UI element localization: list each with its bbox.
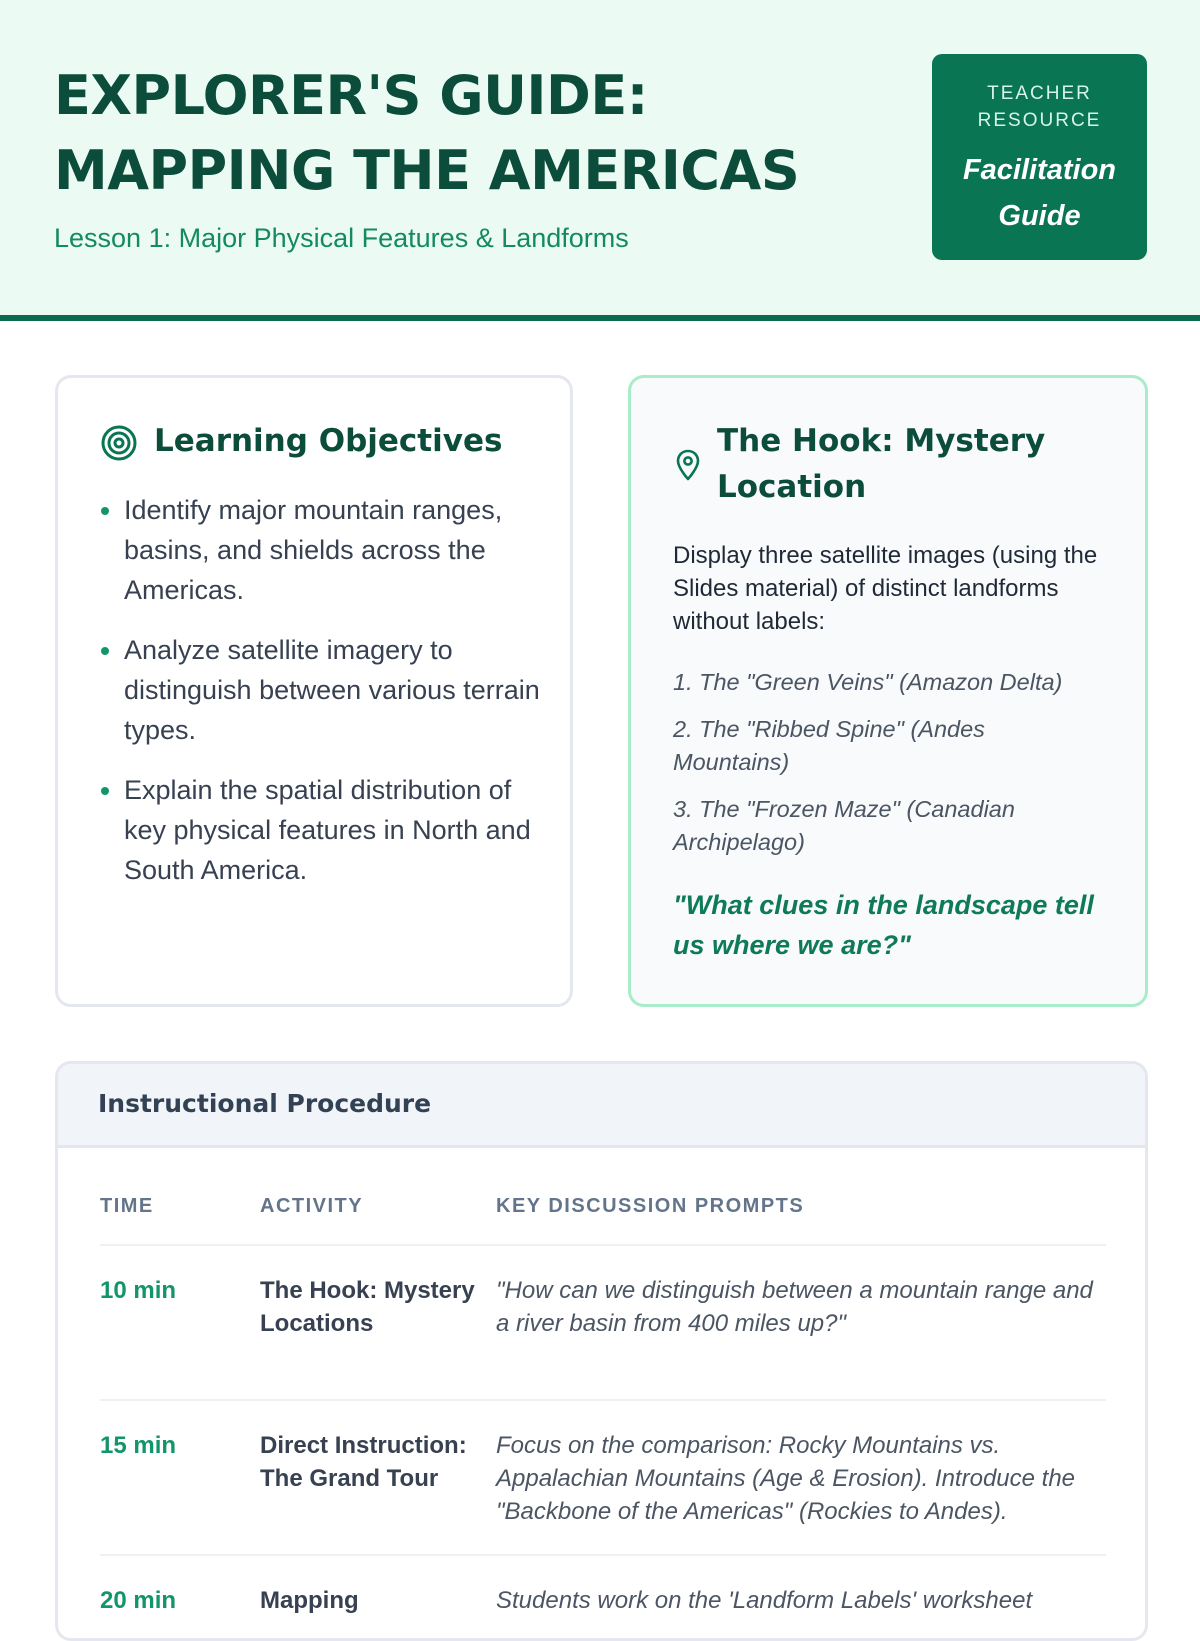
mystery-location-item: 3. The "Frozen Maze" (Canadian Archipelago)	[673, 796, 1015, 855]
row-activity: Mapping	[260, 1587, 359, 1614]
row-time: 15 min	[100, 1432, 177, 1459]
target-icon	[100, 424, 138, 462]
badge-title-line-1: Facilitation	[962, 154, 1117, 186]
row-prompt: Students work on the 'Landform Labels' worksheet	[496, 1587, 1033, 1614]
badge-label-line-1: TEACHER	[987, 83, 1092, 104]
table-row	[100, 1244, 1106, 1399]
table-row	[100, 1399, 1106, 1554]
mystery-location-item: 1. The "Green Veins" (Amazon Delta)	[673, 669, 1063, 695]
page-header	[0, 0, 1200, 321]
row-time: 20 min	[100, 1587, 177, 1614]
row-activity: The Hook: Mystery Locations	[260, 1277, 475, 1337]
hook-question: "What clues in the landscape tell us where we are?"	[673, 890, 1094, 960]
hook-intro: Display three satellite images (using the Slides material) of distinct landforms without labels:	[673, 542, 1098, 635]
procedure-title: Instructional Procedure	[98, 1089, 432, 1118]
objective-item: Identify major mountain ranges, basins, and shields across the Americas.	[100, 490, 540, 610]
objective-item: Analyze satellite imagery to distinguish between various terrain types.	[100, 630, 540, 750]
row-activity: Direct Instruction: The Grand Tour	[260, 1432, 467, 1492]
row-prompt: Focus on the comparison: Rocky Mountains vs. Appalachian Mountains (Age & Erosion). Introduce the "Backbone of the Americas" (Rockies to Andes).	[496, 1432, 1076, 1525]
map-pin-icon	[673, 448, 703, 482]
page-title	[54, 58, 874, 208]
objectives-list	[100, 490, 540, 910]
badge-label	[932, 80, 1147, 134]
objectives-heading: Learning Objectives	[154, 423, 503, 459]
column-header-activity: ACTIVITY	[260, 1195, 364, 1217]
objective-item: Explain the spatial distribution of key physical features in North and South America.	[100, 770, 540, 890]
instructional-procedure-table	[55, 1061, 1148, 1641]
hook-card	[628, 375, 1148, 1007]
learning-objectives-card	[55, 375, 573, 1007]
table-row	[100, 1554, 1106, 1641]
procedure-header	[58, 1064, 1145, 1148]
badge-label-line-2: RESOURCE	[977, 110, 1102, 131]
title-line-1: EXPLORER'S GUIDE:	[54, 64, 648, 127]
column-header-prompts: KEY DISCUSSION PROMPTS	[496, 1195, 805, 1217]
lesson-subtitle: Lesson 1: Major Physical Features & Landforms	[54, 223, 629, 253]
badge-title	[932, 147, 1147, 239]
badge-title-line-2: Guide	[998, 200, 1081, 232]
hook-heading: The Hook: Mystery Location	[717, 423, 1046, 505]
row-prompt: "How can we distinguish between a mountain range and a river basin from 400 miles up?"	[496, 1277, 1093, 1337]
column-header-time: TIME	[100, 1195, 154, 1217]
mystery-location-list	[673, 666, 1103, 873]
row-time: 10 min	[100, 1277, 177, 1304]
teacher-resource-badge	[932, 54, 1147, 260]
title-line-2: MAPPING THE AMERICAS	[54, 139, 800, 202]
mystery-location-item: 2. The "Ribbed Spine" (Andes Mountains)	[673, 716, 985, 775]
